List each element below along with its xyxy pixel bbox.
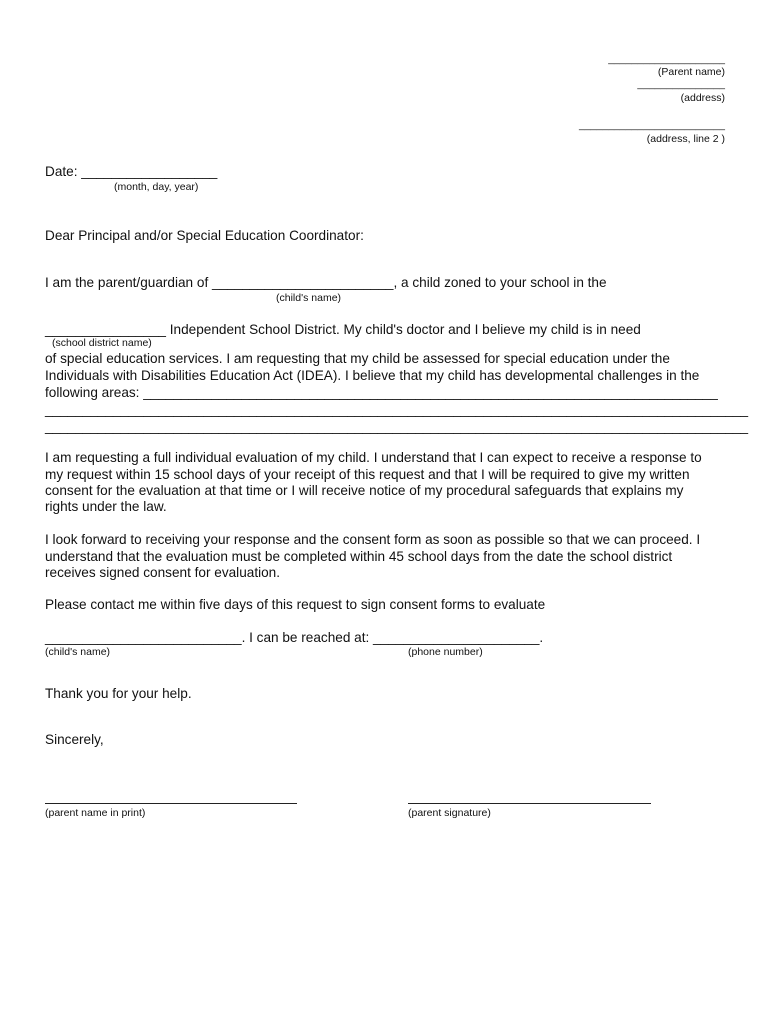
parent-name-blank[interactable]: ____________________: [608, 53, 725, 65]
intro-line-5[interactable]: following areas: ____________________________________________________________________________: [45, 385, 718, 400]
phone-caption: (phone number): [408, 646, 483, 658]
intro-line-3: of special education services. I am requesting that my child be assessed for special education under the: [45, 351, 670, 366]
intro-line-1[interactable]: I am the parent/guardian of ________________________, a child zoned to your school in the: [45, 275, 607, 290]
school-district-caption: (school district name): [52, 337, 152, 349]
parent-name-caption: (Parent name): [657, 66, 725, 78]
parent-signature-line[interactable]: [408, 803, 651, 804]
intro-line-7[interactable]: _____________________________________________________________________________________________: [45, 419, 749, 434]
address-blank[interactable]: _______________: [637, 78, 725, 90]
evaluation-line-2: my request within 15 school days of your receipt of this request and that I will be required to give my written: [45, 467, 690, 482]
evaluation-line-4: rights under the law.: [45, 499, 167, 514]
evaluation-line-1: I am requesting a full individual evaluation of my child. I understand that I can expect to receive a response to: [45, 450, 702, 465]
evaluation-line-3: consent for the evaluation at that time or I will receive notice of my procedural safeguards that explains my: [45, 483, 684, 498]
intro-line-2[interactable]: ________________ Independent School District. My child's doctor and I believe my child is in need: [45, 322, 641, 337]
consent-line-3: receives signed consent for evaluation.: [45, 565, 281, 580]
salutation: Dear Principal and/or Special Education Coordinator:: [45, 228, 364, 243]
consent-line-1: I look forward to receiving your response and the consent form as soon as possible so that we can proceed. I: [45, 532, 701, 547]
address-caption: (address): [680, 92, 725, 104]
contact-child-caption: (child's name): [45, 646, 111, 658]
date-line[interactable]: Date: __________________: [45, 164, 218, 179]
date-caption: (month, day, year): [114, 181, 199, 193]
address-line2-blank[interactable]: _________________________: [579, 119, 725, 131]
intro-line-6[interactable]: _____________________________________________________________________________________________: [45, 402, 749, 417]
address-line2-caption: (address, line 2 ): [646, 133, 725, 145]
parent-name-print-caption: (parent name in print): [45, 807, 146, 819]
parent-name-print-line[interactable]: [45, 803, 297, 804]
thanks-line: Thank you for your help.: [45, 686, 192, 701]
parent-signature-caption: (parent signature): [408, 807, 491, 819]
contact-line-1: Please contact me within five days of this request to sign consent forms to evaluate: [45, 597, 546, 612]
contact-line-2[interactable]: __________________________. I can be reached at: ______________________.: [45, 630, 544, 645]
child-name-caption: (child's name): [276, 292, 342, 304]
consent-line-2: understand that the evaluation must be completed within 45 school days from the date the school district: [45, 549, 673, 564]
closing-line: Sincerely,: [45, 732, 104, 747]
intro-line-4: Individuals with Disabilities Education Act (IDEA). I believe that my child has developmental challenges in the: [45, 368, 700, 383]
